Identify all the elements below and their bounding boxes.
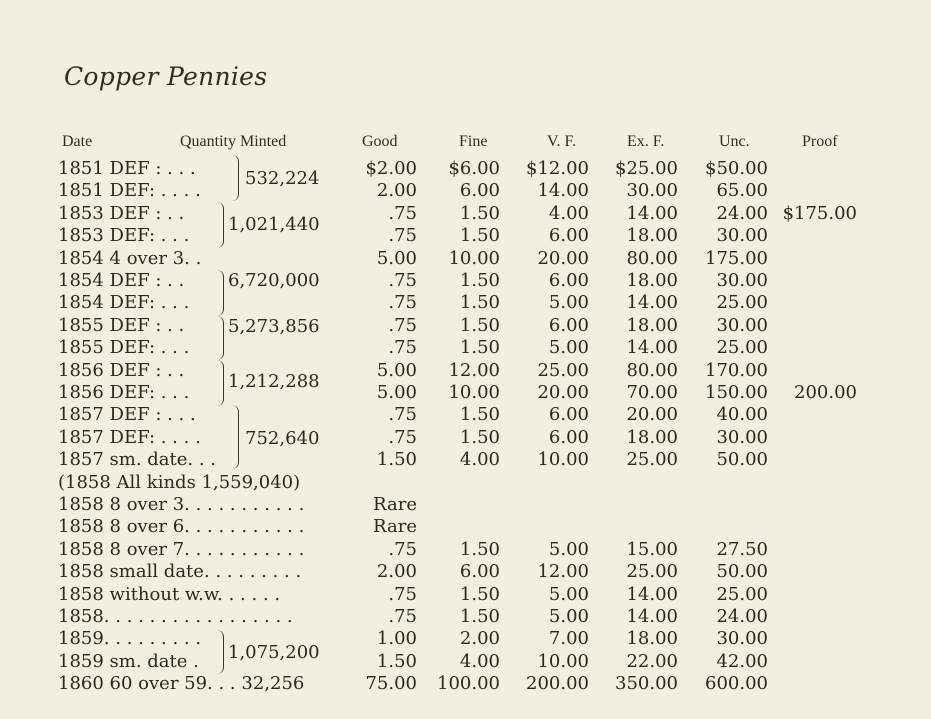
unc-price-cell: 50.00 (716, 561, 768, 583)
exf-price-cell: 22.00 (626, 650, 678, 672)
quantity-1851: 532,224 (245, 168, 320, 189)
unc-price-cell: 30.00 (716, 270, 768, 291)
vf-price-cell: 5.00 (548, 583, 589, 605)
date-cell: 1854 DEF : . . (58, 270, 185, 291)
exf-price-cell: 18.00 (626, 314, 678, 336)
brace-1855 (217, 316, 224, 360)
vf-price-cell: 5.00 (548, 292, 589, 314)
table-row (0, 225, 931, 247)
table-row (0, 584, 931, 606)
date-cell: 1859 sm. date . (58, 650, 199, 672)
fine-price-cell: 10.00 (448, 382, 500, 403)
good-price-cell: 75.00 (365, 673, 417, 695)
good-price-cell: .75 (388, 583, 417, 605)
header-unc: Unc. (719, 133, 750, 150)
exf-price-cell: 80.00 (626, 359, 678, 381)
table-row (0, 651, 931, 673)
vf-price-cell: 14.00 (537, 180, 589, 202)
brace-1853 (217, 202, 224, 248)
fine-price-cell: 1.50 (459, 583, 500, 605)
vf-price-cell: 20.00 (537, 382, 589, 403)
date-cell: 1853 DEF : . . (58, 202, 185, 224)
date-cell: 1851 DEF : . . . (58, 158, 196, 179)
fine-price-cell: 2.00 (459, 628, 500, 650)
exf-price-cell: $25.00 (615, 158, 678, 179)
vf-price-cell: 6.00 (548, 426, 589, 448)
fine-price-cell: 1.50 (459, 314, 500, 336)
table-row (0, 561, 931, 583)
date-cell: 1854 4 over 3. . (58, 247, 202, 269)
fine-price-cell: 1.50 (459, 292, 500, 314)
good-price-cell: .75 (388, 538, 417, 560)
date-cell: 1858 small date. . . . . . . . . (58, 561, 302, 583)
brace-1856 (217, 360, 224, 406)
table-row (0, 516, 931, 538)
fine-price-cell: 1.50 (459, 270, 500, 291)
table-row (0, 382, 931, 404)
exf-price-cell: 350.00 (615, 673, 678, 695)
vf-price-cell: 20.00 (537, 247, 589, 269)
exf-price-cell: 18.00 (626, 628, 678, 650)
fine-price-cell: 10.00 (448, 247, 500, 269)
table-row (0, 427, 931, 449)
vf-price-cell: 7.00 (548, 628, 589, 650)
vf-price-cell: 200.00 (526, 673, 589, 695)
unc-price-cell: 30.00 (716, 225, 768, 247)
good-price-cell: 2.00 (376, 561, 417, 583)
table-row (0, 360, 931, 382)
good-price-cell: .75 (388, 337, 417, 359)
fine-price-cell: 1.50 (459, 202, 500, 224)
good-price-cell: 2.00 (376, 180, 417, 202)
date-cell: 1859. . . . . . . . . (58, 628, 202, 650)
exf-price-cell: 14.00 (626, 583, 678, 605)
good-price-cell: .75 (388, 606, 417, 627)
table-row (0, 628, 931, 650)
exf-price-cell: 25.00 (626, 449, 678, 471)
quantity-1856: 1,212,288 (228, 371, 320, 392)
proof-price-cell: $175.00 (782, 202, 857, 224)
unc-price-cell: $50.00 (705, 158, 768, 179)
vf-price-cell: 12.00 (537, 561, 589, 583)
header-vf: V. F. (547, 133, 577, 150)
page-title: Copper Pennies (64, 62, 268, 91)
fine-price-cell: 1.50 (459, 606, 500, 627)
table-row (0, 539, 931, 561)
header-proof: Proof (802, 133, 838, 150)
vf-price-cell: 4.00 (548, 202, 589, 224)
vf-price-cell: 5.00 (548, 606, 589, 627)
fine-price-cell: $6.00 (448, 158, 500, 179)
date-cell: 1857 DEF : . . . (58, 404, 196, 426)
good-price-cell: 1.50 (376, 449, 417, 471)
fine-price-cell: 100.00 (437, 673, 500, 695)
good-price-cell: .75 (388, 314, 417, 336)
table-row (0, 180, 931, 202)
unc-price-cell: 25.00 (716, 583, 768, 605)
good-price-cell: 5.00 (376, 359, 417, 381)
good-price-cell: .75 (388, 202, 417, 224)
vf-price-cell: 6.00 (548, 404, 589, 426)
date-cell: 1855 DEF: . . . (58, 337, 190, 359)
fine-price-cell: 1.50 (459, 426, 500, 448)
table-row (0, 248, 931, 270)
header-good: Good (362, 133, 398, 150)
fine-price-cell: 1.50 (459, 337, 500, 359)
proof-price-cell: 200.00 (794, 382, 857, 403)
quantity-1854: 6,720,000 (228, 270, 320, 291)
date-cell: 1860 60 over 59. . . 32,256 (58, 673, 305, 695)
unc-price-cell: 25.00 (716, 292, 768, 314)
exf-price-cell: 18.00 (626, 225, 678, 247)
header-quantity: Quantity Minted (180, 133, 287, 150)
date-cell: 1858 8 over 3. . . . . . . . . . . (58, 494, 305, 515)
table-row (0, 606, 931, 628)
vf-price-cell: 6.00 (548, 314, 589, 336)
unc-price-cell: 24.00 (716, 606, 768, 627)
date-cell: (1858 All kinds 1,559,040) (58, 471, 301, 493)
table-row (0, 337, 931, 359)
header-date: Date (62, 133, 93, 150)
date-cell: 1853 DEF: . . . (58, 225, 190, 247)
date-cell: 1858 without w.w. . . . . . (58, 583, 281, 605)
exf-price-cell: 80.00 (626, 247, 678, 269)
fine-price-cell: 4.00 (459, 650, 500, 672)
good-price-cell: .75 (388, 404, 417, 426)
date-cell: 1857 DEF: . . . . (58, 426, 201, 448)
exf-price-cell: 20.00 (626, 404, 678, 426)
unc-price-cell: 65.00 (716, 180, 768, 202)
table-row (0, 203, 931, 225)
table-row (0, 270, 931, 292)
exf-price-cell: 14.00 (626, 202, 678, 224)
exf-price-cell: 25.00 (626, 561, 678, 583)
date-cell: 1858. . . . . . . . . . . . . . . . . (58, 606, 293, 627)
date-cell: 1854 DEF: . . . (58, 292, 190, 314)
good-price-cell: 5.00 (376, 382, 417, 403)
vf-price-cell: 5.00 (548, 538, 589, 560)
quantity-1855: 5,273,856 (228, 316, 320, 337)
exf-price-cell: 70.00 (626, 382, 678, 403)
good-price-cell: 1.00 (376, 628, 417, 650)
vf-price-cell: 10.00 (537, 449, 589, 471)
table-row (0, 494, 931, 516)
quantity-1859: 1,075,200 (228, 642, 320, 663)
exf-price-cell: 14.00 (626, 292, 678, 314)
good-price-cell: .75 (388, 225, 417, 247)
header-fine: Fine (459, 133, 488, 150)
exf-price-cell: 30.00 (626, 180, 678, 202)
unc-price-cell: 175.00 (705, 247, 768, 269)
date-cell: 1851 DEF: . . . . (58, 180, 201, 202)
vf-price-cell: 6.00 (548, 225, 589, 247)
table-row (0, 315, 931, 337)
fine-price-cell: 6.00 (459, 561, 500, 583)
table-row (0, 673, 931, 695)
fine-price-cell: 1.50 (459, 404, 500, 426)
good-price-cell: .75 (388, 292, 417, 314)
unc-price-cell: 42.00 (716, 650, 768, 672)
exf-price-cell: 15.00 (626, 538, 678, 560)
date-cell: 1858 8 over 6. . . . . . . . . . . (58, 516, 305, 538)
brace-1854 (217, 270, 224, 316)
unc-price-cell: 27.50 (716, 538, 768, 560)
table-row (0, 404, 931, 426)
fine-price-cell: 1.50 (459, 225, 500, 247)
good-price-cell: .75 (388, 270, 417, 291)
vf-price-cell: 25.00 (537, 359, 589, 381)
quantity-1853: 1,021,440 (228, 214, 320, 235)
good-price-cell: Rare (373, 494, 417, 515)
good-price-cell: Rare (373, 516, 417, 538)
good-price-cell: $2.00 (365, 158, 417, 179)
date-cell: 1856 DEF : . . (58, 359, 185, 381)
good-price-cell: .75 (388, 426, 417, 448)
vf-price-cell: 10.00 (537, 650, 589, 672)
date-cell: 1855 DEF : . . (58, 314, 185, 336)
unc-price-cell: 25.00 (716, 337, 768, 359)
fine-price-cell: 4.00 (459, 449, 500, 471)
fine-price-cell: 1.50 (459, 538, 500, 560)
brace-1851 (232, 155, 239, 201)
exf-price-cell: 18.00 (626, 426, 678, 448)
brace-1859 (217, 630, 224, 674)
unc-price-cell: 30.00 (716, 628, 768, 650)
vf-price-cell: 5.00 (548, 337, 589, 359)
table-row (0, 158, 931, 180)
date-cell: 1858 8 over 7. . . . . . . . . . . (58, 538, 305, 560)
unc-price-cell: 24.00 (716, 202, 768, 224)
fine-price-cell: 6.00 (459, 180, 500, 202)
unc-price-cell: 40.00 (716, 404, 768, 426)
table-row (0, 472, 931, 494)
table-row (0, 449, 931, 471)
unc-price-cell: 50.00 (716, 449, 768, 471)
unc-price-cell: 150.00 (705, 382, 768, 403)
quantity-1857: 752,640 (245, 428, 320, 449)
unc-price-cell: 170.00 (705, 359, 768, 381)
fine-price-cell: 12.00 (448, 359, 500, 381)
brace-1857 (232, 405, 239, 469)
exf-price-cell: 14.00 (626, 606, 678, 627)
unc-price-cell: 30.00 (716, 426, 768, 448)
table-row (0, 292, 931, 314)
good-price-cell: 5.00 (376, 247, 417, 269)
good-price-cell: 1.50 (376, 650, 417, 672)
vf-price-cell: $12.00 (526, 158, 589, 179)
unc-price-cell: 600.00 (705, 673, 768, 695)
vf-price-cell: 6.00 (548, 270, 589, 291)
unc-price-cell: 30.00 (716, 314, 768, 336)
date-cell: 1857 sm. date. . . (58, 449, 217, 471)
date-cell: 1856 DEF: . . . (58, 382, 190, 403)
exf-price-cell: 14.00 (626, 337, 678, 359)
exf-price-cell: 18.00 (626, 270, 678, 291)
header-exf: Ex. F. (627, 133, 665, 150)
